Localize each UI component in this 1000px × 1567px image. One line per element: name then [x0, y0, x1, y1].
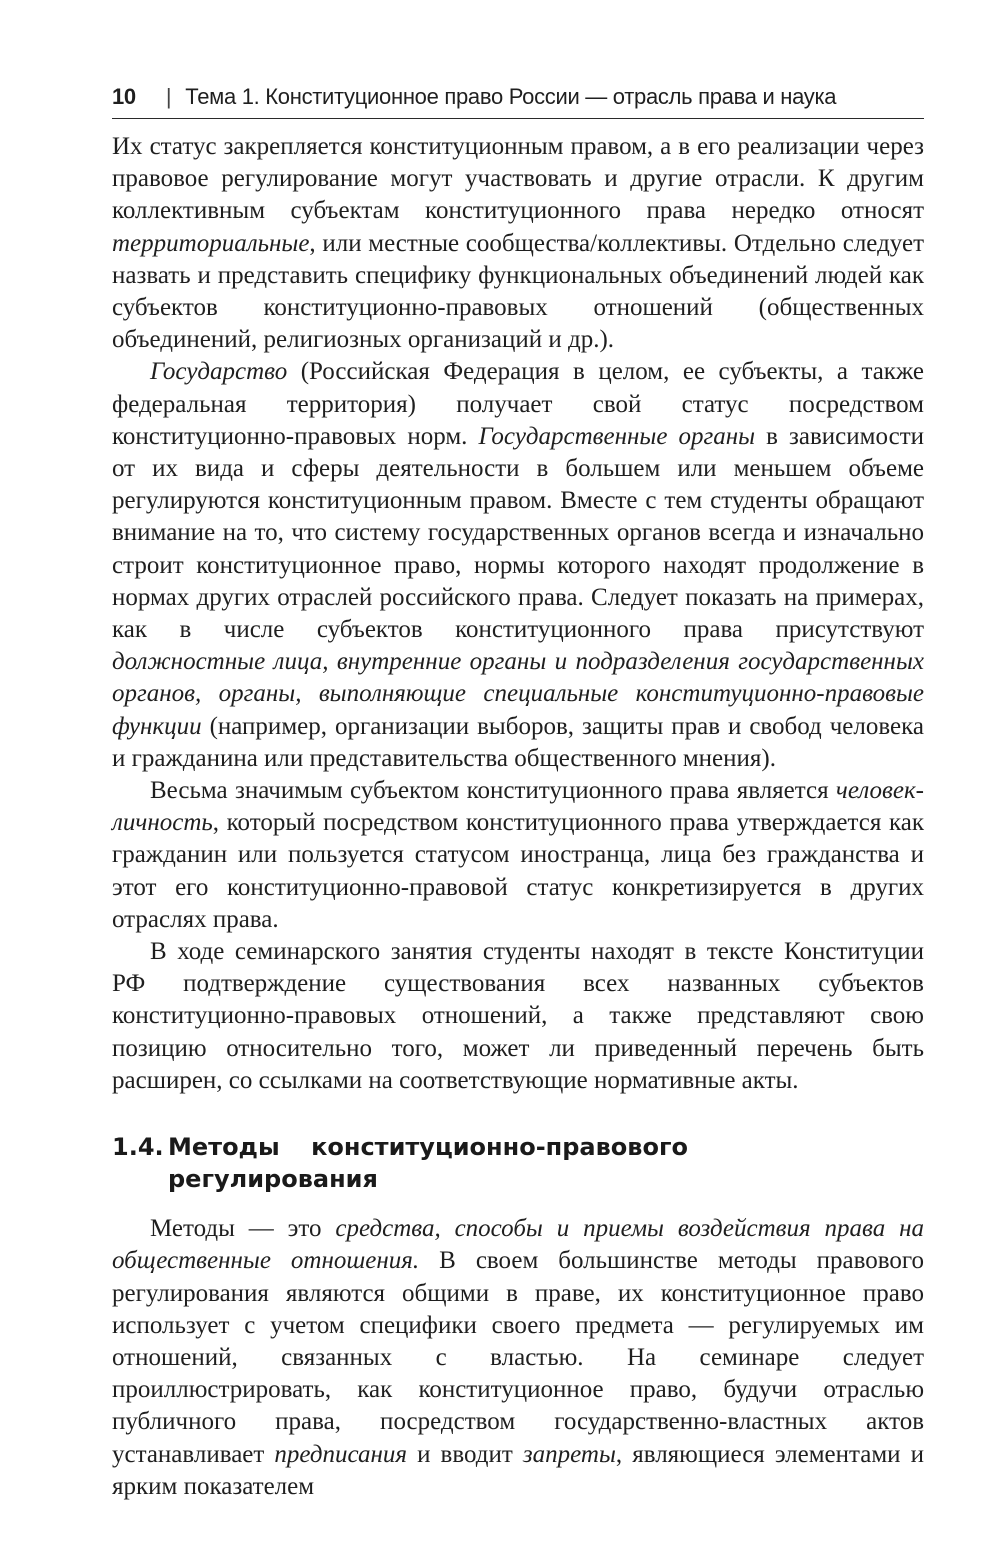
section-number: 1.4.	[112, 1133, 164, 1162]
paragraph-5-text-2: В своем большинстве методы правового регулирования являются общими в праве, их конституционное право использует с учетом специфики своего предмета — регулируемых им отношений, связанных с властью. На семинаре следует проиллюстрировать, как конституционное право, будучи отраслью публичного права, посредством государственно-властных актов устанавливает	[112, 1247, 924, 1468]
paragraph-1-text: Их статус закрепляется конституционным правом, а в его реализации через правовое регулирование могут участвовать и другие отрасли. К другим коллективным субъектам конституционного права нередко относят	[112, 133, 924, 225]
running-head	[112, 84, 924, 119]
running-head-title: Тема 1. Конституционное право России — отрасль права и наука	[185, 84, 837, 109]
page-number: 10	[112, 84, 136, 109]
paragraph-5-text-1: Методы — это	[150, 1215, 336, 1243]
paragraph-3	[112, 775, 924, 936]
paragraph-5-emphasis-3: запреты	[522, 1440, 616, 1468]
section-heading	[112, 1131, 924, 1195]
paragraph-3-text-2: , который посредством конституционного права утверждается как гражданин или пользуется статусом иностранца, лица без гражданства и этот его конституционно-правовой статус конкретизируется в других отраслях права.	[112, 809, 924, 933]
paragraph-3-emphasis: человек-личность	[112, 777, 924, 837]
body-text	[112, 131, 924, 1503]
paragraph-2-text-2: в зависимости от их вида и сферы деятельности в большем или меньшем объеме регулируются конституционным правом. Вместе с тем студенты обращают внимание на то, что систему государственных органов всегда и изначально строит конституционное право, нормы которого находят продолжение в нормах других отраслей российского права. Следует показать на примерах, как в числе субъектов конституционного права присутствуют	[112, 422, 925, 644]
paragraph-5-emphasis-1: средства, способы и приемы воздействия права на общественные отношения.	[112, 1215, 924, 1275]
paragraph-2-emphasis-3: должностные лица, внутренние органы и подразделения государственных органов, органы, выполняющие специальные конституционно-правовые функции	[112, 648, 924, 740]
paragraph-2-text-3: (например, организации выборов, защиты прав и свобод человека и гражданина или представительства общественного мнения).	[112, 712, 924, 772]
paragraph-2-emphasis-2: Государственные органы	[478, 422, 756, 450]
paragraph-3-text-1: Весьма значимым субъектом конституционного права является	[150, 777, 836, 805]
paragraph-1-emphasis: территориальные	[112, 229, 310, 257]
book-page	[112, 84, 924, 1503]
paragraph-5-text-3: и вводит	[407, 1440, 523, 1468]
header-separator: |	[165, 84, 172, 109]
paragraph-5-emphasis-2: предписания	[274, 1440, 407, 1468]
paragraph-2	[112, 356, 924, 775]
section-title: Методы конституционно-правового регулирования	[168, 1133, 688, 1194]
paragraph-1-tail: , или местные сообщества/коллективы. Отдельно следует назвать и представить специфику функциональных объединений людей как субъектов конституционно-правовых отношений (общественных объединений, религиозных организаций и др.).	[112, 229, 924, 354]
paragraph-2-text-1: (Российская Федерация в целом, ее субъекты, а также федеральная территория) получает свой статус посредством конституционно-правовых норм.	[112, 358, 924, 450]
paragraph-5-text-4: , являющиеся элементами и ярким показателем	[112, 1440, 925, 1500]
paragraph-4: В ходе семинарского занятия студенты находят в тексте Конституции РФ подтверждение существования всех названных субъектов конституционно-правовых отношений, а также представляют свою позицию относительно того, может ли приведенный перечень быть расширен, со ссылками на соответствующие нормативные акты.	[112, 938, 924, 1094]
paragraph-5	[112, 1213, 924, 1503]
paragraph-1	[112, 131, 924, 356]
paragraph-2-emphasis-1: Государство	[150, 358, 288, 386]
